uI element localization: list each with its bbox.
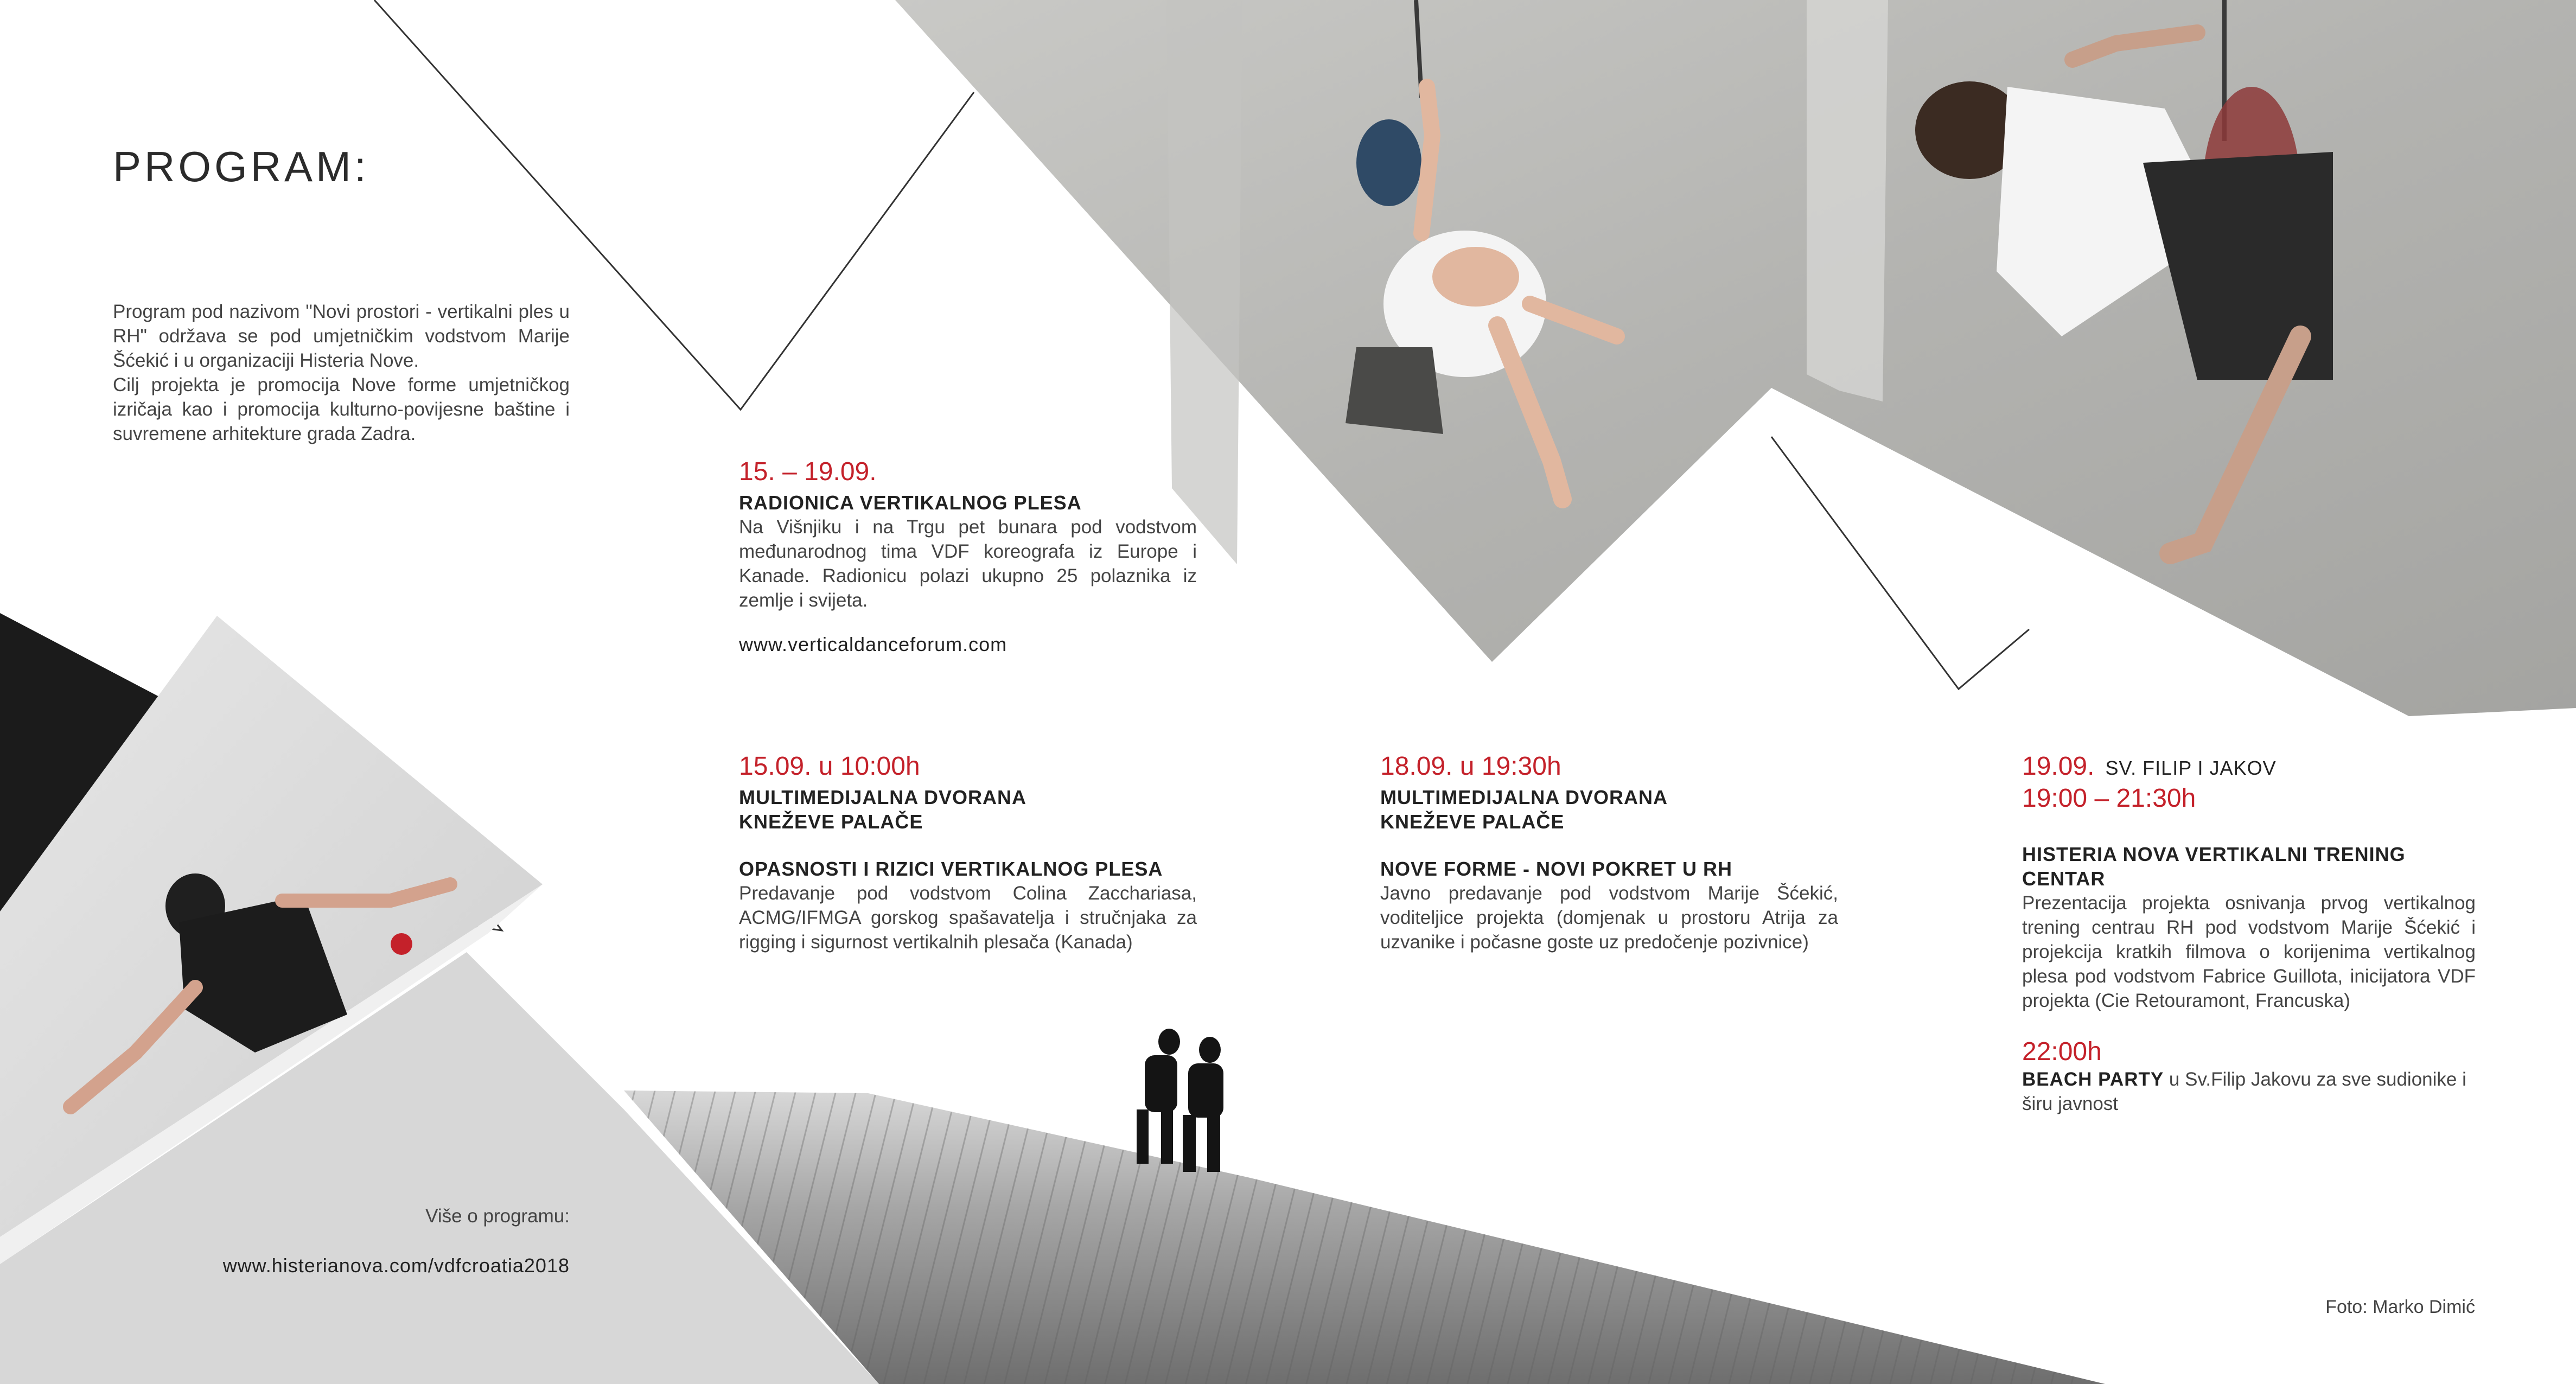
intro-text (113, 299, 570, 446)
workshop-text: Na Višnjiku i na Trgu pet bunara pod vodstvom međunarodnog tima VDF koreografa iz Europe i Kanade. Radionicu polazi ukupno 25 polaznika iz zemlje i svijeta. (739, 516, 1197, 611)
event-venue: KNEŽEVE PALAČE (1380, 811, 1565, 833)
roof-photo (624, 1029, 2105, 1384)
event-venue: MULTIMEDIJALNA DVORANA (1380, 786, 1668, 808)
event-time: 19:00 – 21:30h (2022, 784, 2196, 813)
workshop-dates: 15. – 19.09. (739, 457, 877, 486)
event-datetime: 15.09. u 10:00h (739, 752, 920, 781)
workshop-link[interactable]: www.verticaldanceforum.com (739, 633, 1008, 655)
party-time: 22:00h (2022, 1037, 2102, 1066)
event-card (1380, 751, 1838, 954)
event-venue: MULTIMEDIJALNA DVORANA (739, 786, 1026, 808)
party-text: u Sv.Filip Jakovu za sve sudionike i širu javnost (2022, 1069, 2466, 1114)
more-label: Više o programu: (425, 1206, 570, 1227)
event-title: OPASNOSTI I RIZICI VERTIKALNOG PLESA (739, 858, 1163, 880)
party-line (2022, 1067, 2476, 1116)
workshop-block (739, 457, 1197, 656)
event-card (739, 751, 1197, 954)
party-title: BEACH PARTY (2022, 1069, 2164, 1090)
event-date-line (2022, 751, 2476, 783)
event-text: Predavanje pod vodstvom Colina Zacchariasa, ACMG/IFMGA gorskog spašavatelja i stručnjaka za rigging i sigurnost vertikalnih plesača (Kanada) (739, 883, 1197, 953)
event-venue: KNEŽEVE PALAČE (739, 811, 923, 833)
event-card (2022, 751, 2476, 1116)
event-text: Javno predavanje pod vodstvom Marije Šćekić, voditeljice projekta (domjenak u prostoru Atrija za uzvanike i počasne goste uz predočenje pozivnice) (1380, 883, 1838, 953)
event-date: 19.09. (2022, 752, 2095, 781)
event-title: HISTERIA NOVA VERTIKALNI TRENING CENTAR (2022, 843, 2406, 890)
event-place: SV. FILIP I JAKOV (2105, 757, 2277, 779)
more-link[interactable]: www.histerianova.com/vdfcroatia2018 (222, 1254, 570, 1277)
intro-paragraph: Program pod nazivom "Novi prostori - vertikalni ples u RH" održava se pod umjetničkim vodstvom Marije Šćekić i u organizaciji Histeria Nove. (113, 301, 570, 371)
event-text: Prezentacija projekta osnivanja prvog vertikalnog trening centrau RH pod vodstvom Marije Šćekić i projekcija kratkih filmova o korijenima vertikalnog plesa pod vodstvom Fabrice Guillota, inicijatora VDF projekta (Cie Retouramont, Francuska) (2022, 892, 2476, 1011)
workshop-title: RADIONICA VERTIKALNOG PLESA (739, 492, 1082, 514)
people-silhouette (1137, 1029, 1223, 1172)
intro-paragraph: Cilj projekta je promocija Nove forme umjetničkog izričaja kao i promocija kulturno-povijesne baštine i suvremene arhitekture grada Zadra. (113, 374, 570, 444)
photo-credit: Foto: Marko Dimić (2325, 1297, 2475, 1317)
page-title: PROGRAM: (113, 143, 369, 190)
event-title: NOVE FORME - NOVI POKRET U RH (1380, 858, 1733, 880)
event-datetime: 18.09. u 19:30h (1380, 752, 1561, 781)
